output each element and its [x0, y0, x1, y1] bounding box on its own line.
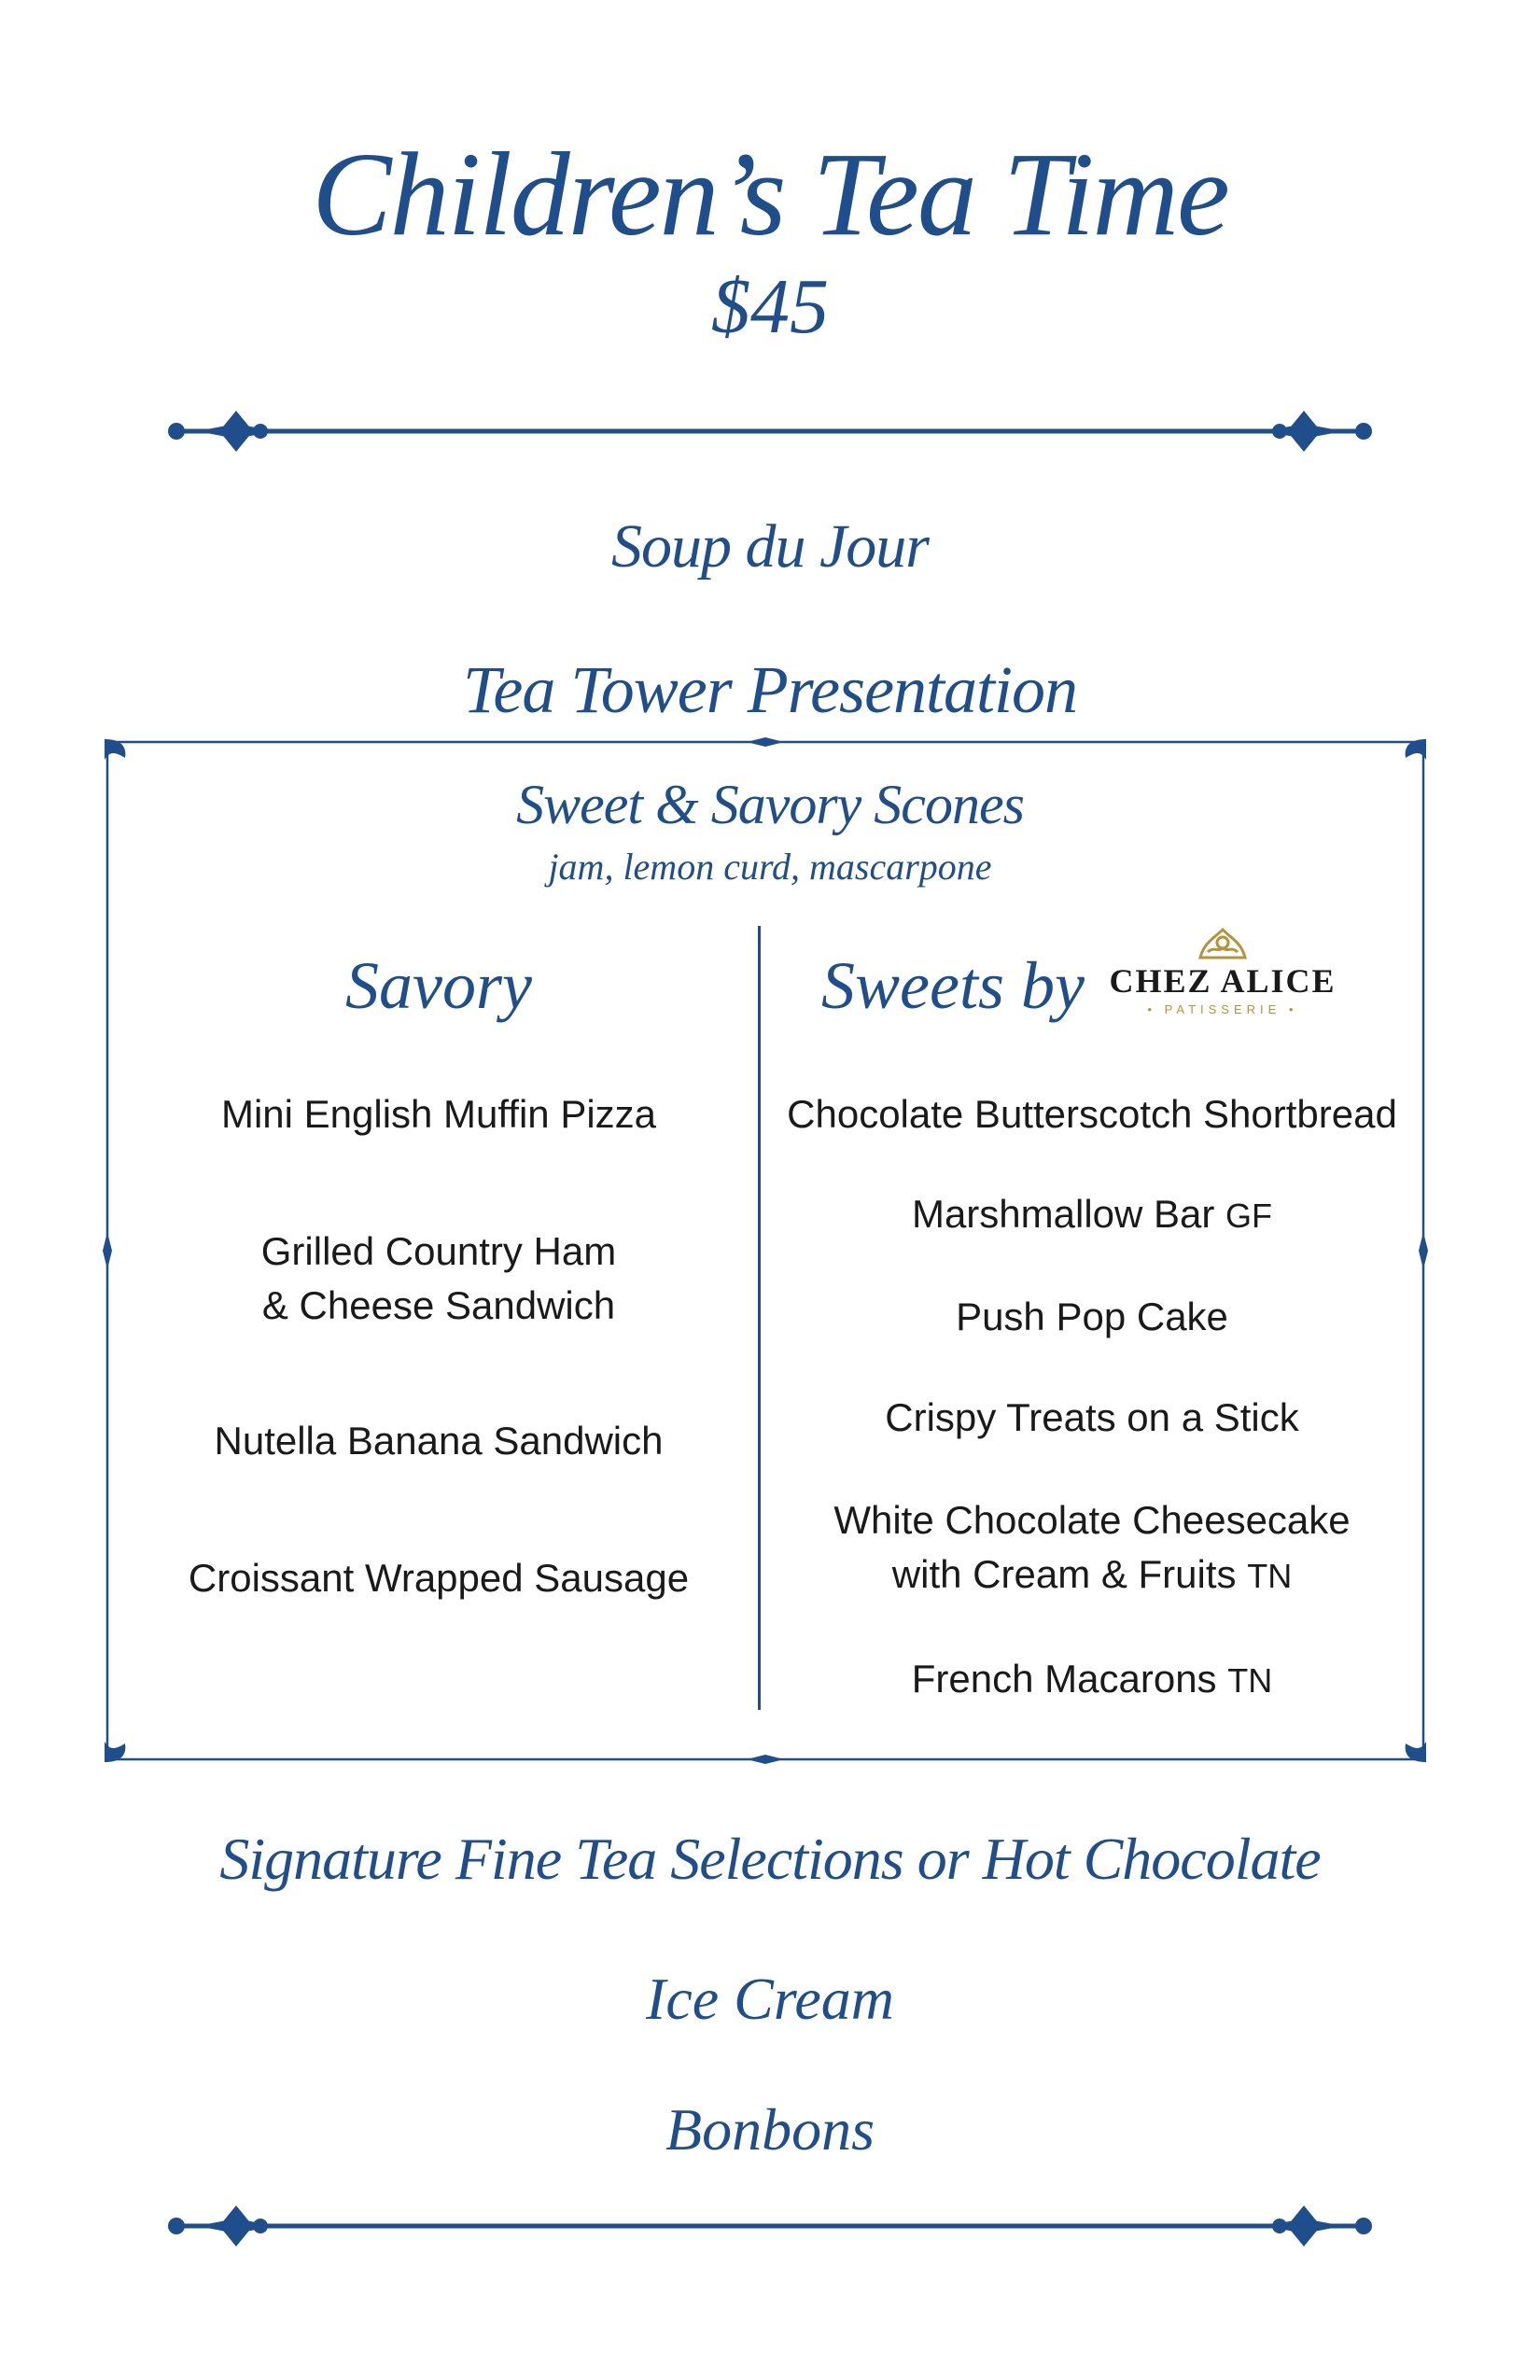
list-item [149, 1414, 728, 1468]
savory-item-label: Grilled Country Ham [260, 1229, 617, 1273]
savory-heading: Savory [345, 948, 532, 1023]
list-item [770, 1652, 1414, 1708]
menu-price: $45 [711, 263, 829, 350]
list-item [770, 1187, 1414, 1243]
list-item [770, 1290, 1414, 1344]
scones-title: Sweet & Savory Scones [516, 774, 1024, 835]
savory-item-label: Mini English Muffin Pizza [220, 1092, 657, 1136]
logo-wordmark: CHEZ ALICE [1109, 962, 1337, 1000]
scones-subtitle: jam, lemon curd, mascarpone [548, 846, 992, 888]
list-item [770, 1087, 1414, 1141]
dietary-tag: TN [1247, 1557, 1293, 1595]
sweets-item-label: French Macarons [911, 1657, 1217, 1701]
sweets-item-label: Push Pop Cake [956, 1295, 1228, 1338]
dietary-tag: TN [1227, 1661, 1273, 1700]
sweets-item-label: Marshmallow Bar [911, 1192, 1215, 1236]
list-item [149, 1087, 728, 1141]
ornament-divider-bottom [163, 2198, 1377, 2254]
sweets-item-label: Crispy Treats on a Stick [885, 1395, 1299, 1439]
course-ice-cream: Ice Cream [646, 1966, 894, 2032]
dietary-tag: GF [1225, 1197, 1273, 1235]
savory-item-label-line2: & Cheese Sandwich [261, 1283, 616, 1327]
course-tea-tower: Tea Tower Presentation [462, 652, 1078, 727]
list-item [149, 1551, 728, 1605]
logo-subtitle: • PATISSERIE • [1147, 1002, 1298, 1016]
course-tea-selections: Signature Fine Tea Selections or Hot Chocolate [219, 1826, 1321, 1892]
course-bonbons: Bonbons [665, 2096, 875, 2163]
sweets-item-label: White Chocolate Cheesecake [833, 1498, 1351, 1542]
menu-title: Children’s Tea Time [312, 128, 1228, 260]
list-item [149, 1225, 728, 1333]
column-divider [758, 926, 761, 1710]
course-soup: Soup du Jour [611, 512, 929, 581]
list-item [770, 1391, 1414, 1445]
sweets-item-label: Chocolate Butterscotch Shortbread [787, 1092, 1397, 1136]
sweets-item-label-line2: with Cream & Fruits [891, 1552, 1237, 1596]
list-item [770, 1493, 1414, 1603]
savory-item-label: Nutella Banana Sandwich [214, 1419, 664, 1463]
savory-item-label: Croissant Wrapped Sausage [188, 1556, 690, 1600]
sweets-heading: Sweets by [821, 948, 1085, 1023]
